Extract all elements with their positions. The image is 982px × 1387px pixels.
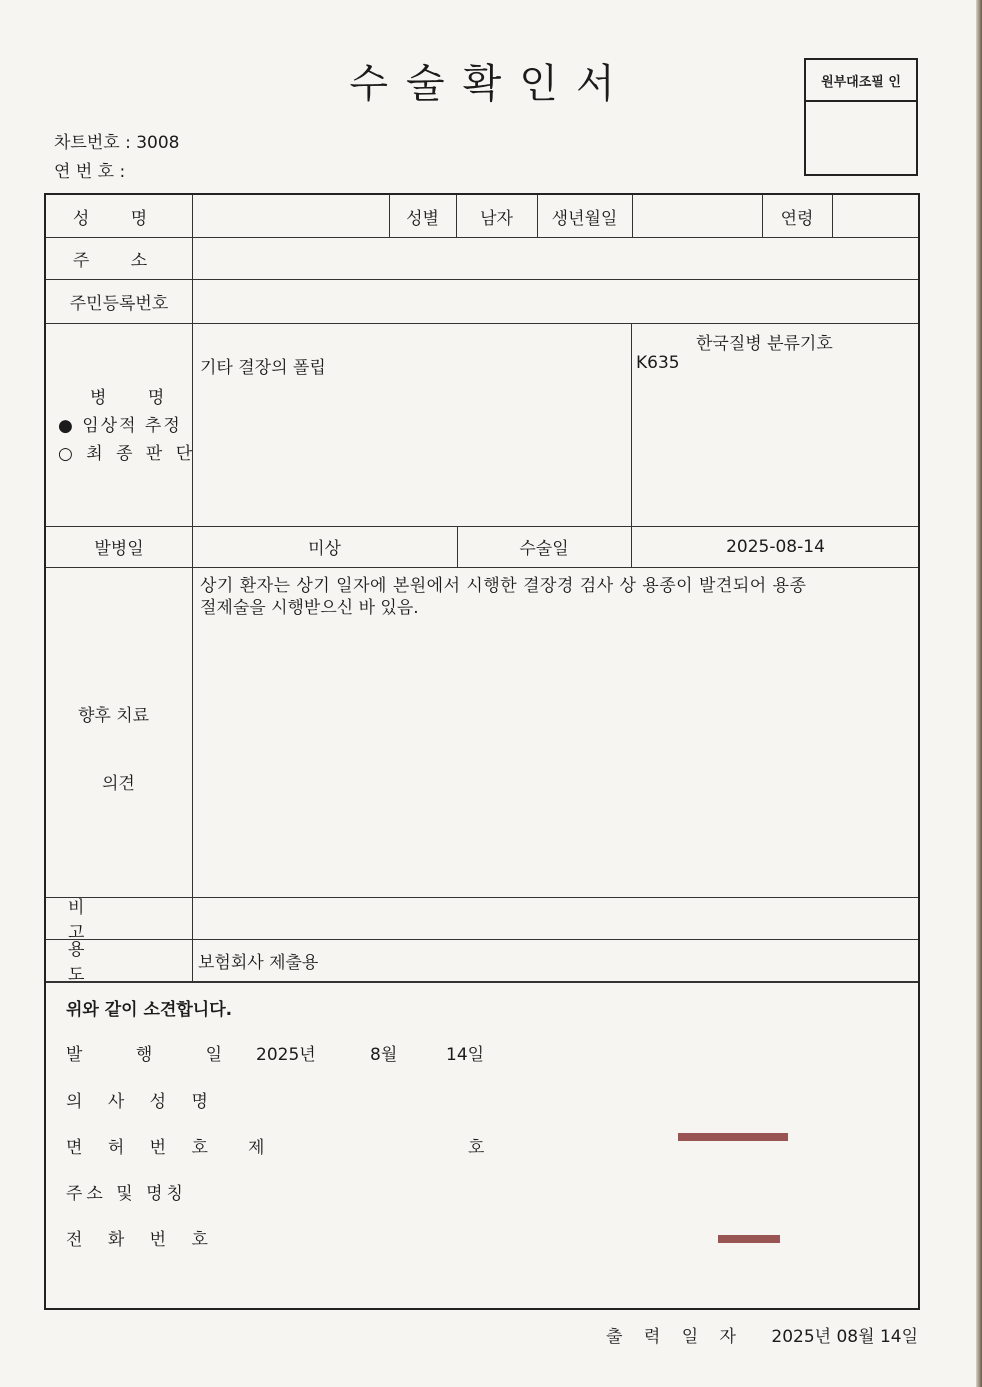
phone-label: 전 화 번 호 xyxy=(66,1230,218,1250)
stamp-mark-2 xyxy=(718,1235,780,1243)
certification-statement: 위와 같이 소견합니다. xyxy=(66,1000,233,1020)
print-date-value: 2025년 08월 14일 xyxy=(771,1327,918,1347)
rrn-value xyxy=(198,279,898,323)
chart-number: 차트번호 : 3008 xyxy=(54,133,180,153)
onset-value: 미상 xyxy=(308,539,341,559)
serial-number: 연 번 호 : xyxy=(54,162,126,182)
issue-day: 14일 xyxy=(446,1045,485,1065)
diagnosis-option-clinical: ● 임상적 추정 xyxy=(58,416,182,436)
issue-year: 2025년 xyxy=(256,1045,316,1065)
print-date-label: 출 력 일 자 xyxy=(606,1327,744,1347)
opinion-text-line-2: 절제술을 시행받으신 바 있음. xyxy=(200,598,419,618)
kcd-label: 한국질병 분류기호 xyxy=(696,334,833,354)
stamp-mark xyxy=(678,1133,788,1141)
address-value xyxy=(198,237,898,279)
age-value xyxy=(832,195,920,237)
rrn-label: 주민등록번호 xyxy=(69,293,169,314)
kcd-value: K635 xyxy=(636,353,680,373)
sex-value: 남자 xyxy=(480,208,513,229)
doctor-name-label: 의 사 성 명 xyxy=(66,1092,218,1112)
seal-label: 원부대조필 인 xyxy=(806,60,916,102)
purpose-value: 보험회사 제출용 xyxy=(198,952,319,973)
remarks-label: 비 고 xyxy=(68,898,139,943)
surgery-date-label: 수술일 xyxy=(519,539,569,559)
purpose-label: 용 도 xyxy=(68,940,139,985)
name-label: 성 명 xyxy=(72,208,166,229)
diagnosis-option-final: ○ 최 종 판 단 xyxy=(58,444,197,464)
license-label: 면 허 번 호 xyxy=(66,1138,218,1158)
opinion-label-2: 의견 xyxy=(102,774,135,794)
document-title: 수술확인서 xyxy=(349,61,633,107)
name-value xyxy=(194,195,389,237)
address-label: 주 소 xyxy=(72,250,166,271)
license-suffix: 호 xyxy=(468,1138,485,1158)
issue-date-label: 발 행 일 xyxy=(66,1045,247,1065)
issue-month: 8월 xyxy=(370,1045,398,1065)
opinion-label: 향후 치료 xyxy=(78,706,150,726)
age-label: 연령 xyxy=(780,208,814,229)
license-prefix: 제 xyxy=(248,1138,265,1158)
remarks-value xyxy=(198,897,898,939)
seal-box xyxy=(804,58,918,176)
onset-label: 발병일 xyxy=(94,539,144,559)
opinion-text-line-1: 상기 환자는 상기 일자에 본원에서 시행한 결장경 검사 상 용종이 발견되어 용종 xyxy=(200,576,807,596)
diagnosis-value: 기타 결장의 폴립 xyxy=(200,358,326,378)
dob-value xyxy=(632,195,762,237)
page-edge xyxy=(976,0,982,1387)
dob-label: 생년월일 xyxy=(551,208,618,229)
certificate-form xyxy=(44,193,920,1310)
sex-label: 성별 xyxy=(406,208,439,229)
diagnosis-label: 병 명 xyxy=(90,388,183,408)
print-date xyxy=(606,1322,918,1347)
surgery-date-value: 2025-08-14 xyxy=(726,536,825,557)
address-name-label: 주소 및 명칭 xyxy=(66,1184,187,1204)
